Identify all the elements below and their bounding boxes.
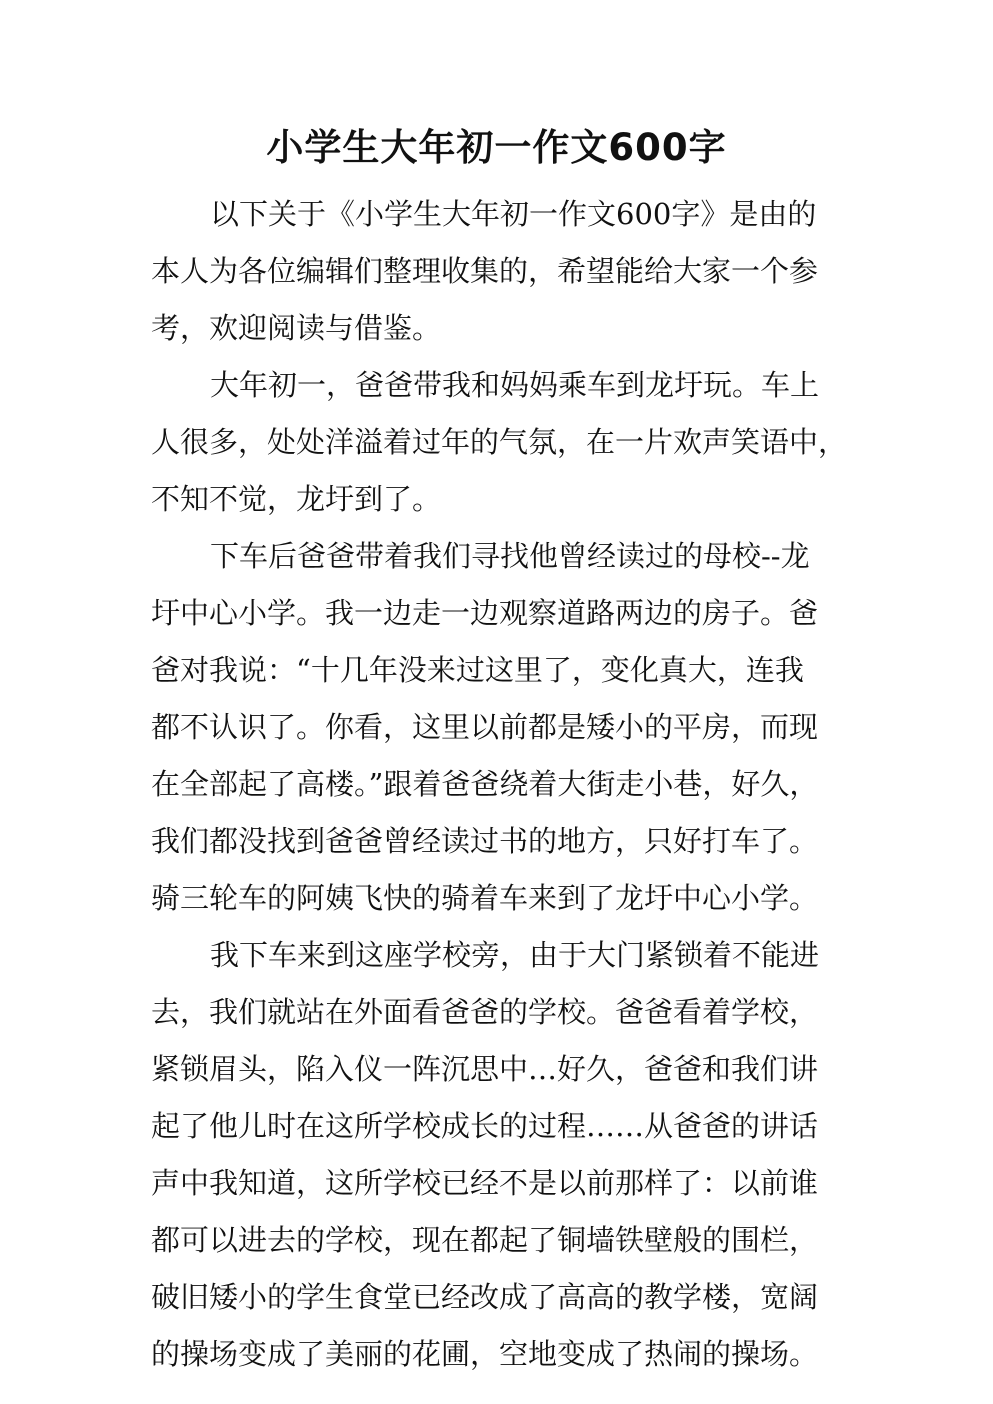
text-line: 大年初一，爸爸带我和妈妈乘车到龙圩玩。车上: [210, 368, 820, 402]
text-line: 本人为各位编辑们整理收集的，希望能给大家一个参: [151, 254, 819, 288]
text-line: 以下关于《小学生大年初一作文600字》是由的: [210, 197, 817, 231]
document-body: [151, 186, 851, 1383]
text-line: 骑三轮车的阿姨飞快的骑着车来到了龙圩中心小学。: [151, 881, 819, 915]
text-line: 我下车来到这座学校旁，由于大门紧锁着不能进: [210, 938, 820, 972]
text-line: 考，欢迎阅读与借鉴。: [151, 311, 442, 345]
text-line: 我们都没找到爸爸曾经读过书的地方，只好打车了。: [151, 824, 819, 858]
paragraph-search-school: [151, 528, 851, 927]
text-line: 在全部起了高楼。”跟着爸爸绕着大街走小巷，好久，: [151, 767, 819, 801]
text-line: 去，我们就站在外面看爸爸的学校。爸爸看着学校，: [151, 995, 819, 1029]
text-line: 下车后爸爸带着我们寻找他曾经读过的母校--龙: [210, 539, 810, 573]
text-line: 的操场变成了美丽的花圃，空地变成了热闹的操场。: [151, 1337, 819, 1371]
text-line: 紧锁眉头，陷入仪一阵沉思中…好久，爸爸和我们讲: [151, 1052, 819, 1086]
paragraph-school-visit: [151, 927, 851, 1383]
document-title: 小学生大年初一作文600字: [266, 126, 727, 169]
text-line: 起了他儿时在这所学校成长的过程……从爸爸的讲话: [151, 1109, 819, 1143]
text-line: 人很多，处处洋溢着过年的气氛，在一片欢声笑语中，: [151, 425, 848, 459]
paragraph-intro: [151, 186, 851, 357]
text-line: 爸对我说：“十几年没来过这里了，变化真大，连我: [151, 653, 804, 687]
text-line: 圩中心小学。我一边走一边观察道路两边的房子。爸: [151, 596, 819, 630]
text-line: 不知不觉，龙圩到了。: [151, 482, 442, 516]
text-line: 声中我知道，这所学校已经不是以前那样了：以前谁: [151, 1166, 819, 1200]
paragraph-bus-ride: [151, 357, 851, 528]
text-line: 破旧矮小的学生食堂已经改成了高高的教学楼，宽阔: [151, 1280, 819, 1314]
text-line: 都可以进去的学校，现在都起了铜墙铁壁般的围栏，: [151, 1223, 819, 1257]
text-line: 都不认识了。你看，这里以前都是矮小的平房，而现: [151, 710, 819, 744]
